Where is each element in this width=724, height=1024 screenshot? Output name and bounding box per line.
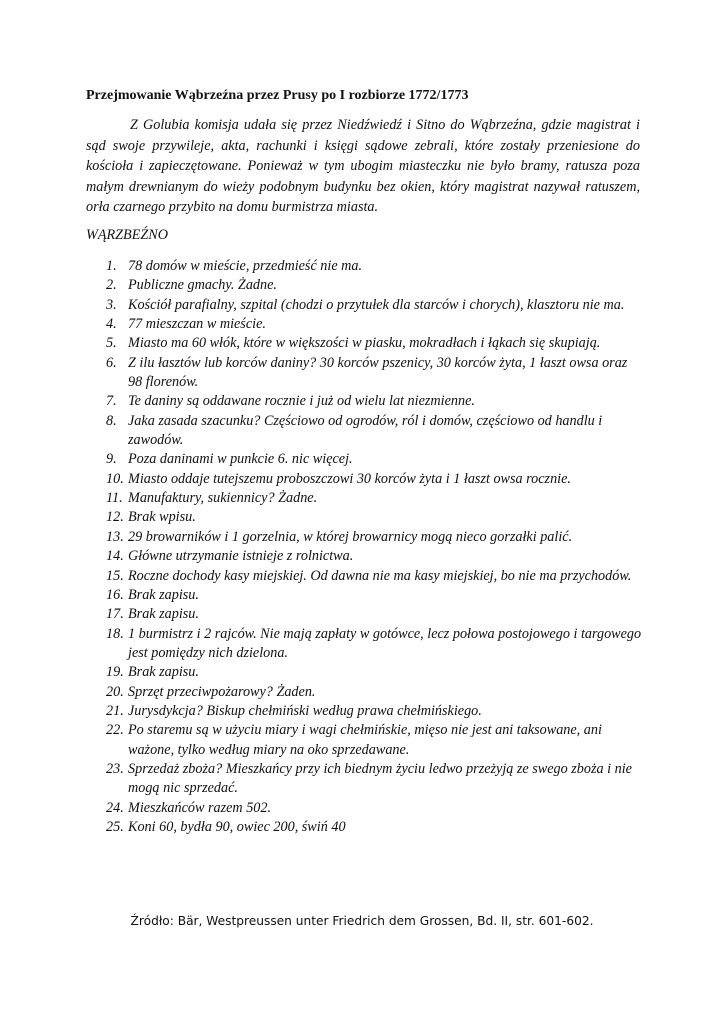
document-title: Przejmowanie Wąbrzeźna przez Prusy po I rozbiorze 1772/1773: [86, 88, 469, 103]
item-number: 7.: [106, 393, 117, 410]
list-item: [86, 547, 642, 566]
item-text: Z ilu łasztów lub korców daniny? 30 korców pszenicy, 30 korców żyta, 1 łaszt owsa oraz 98 florenów.: [128, 354, 628, 391]
item-number: 17.: [106, 606, 124, 623]
item-text: Brak zapisu.: [128, 586, 199, 603]
item-text: Sprzęt przeciwpożarowy? Żaden.: [128, 683, 316, 700]
item-text: 1 burmistrz i 2 rajców. Nie mają zapłaty w gotówce, lecz połowa postojowego i targowego jest pomiędzy nich dzielona.: [128, 625, 642, 661]
item-number: 15.: [106, 567, 124, 584]
item-text: Publiczne gmachy. Żadne.: [128, 277, 277, 294]
list-item: [86, 586, 642, 605]
list-item: [86, 334, 642, 353]
section-heading: WĄRZBEŹNO: [86, 227, 168, 243]
item-number: 8.: [106, 412, 117, 429]
item-number: 19.: [106, 664, 124, 681]
item-number: 23.: [106, 760, 124, 777]
item-text: 78 domów w mieście, przedmieść nie ma.: [128, 258, 363, 274]
list-item: [86, 470, 642, 489]
item-text: Roczne dochody kasy miejskiej. Od dawna nie ma kasy miejskiej, bo nie ma przychodów.: [128, 567, 632, 584]
item-text: Po staremu są w użyciu miary i wagi chełmińskie, mięso nie jest ani taksowane, ani ważone, tylko według miary na oko sprzedawane.: [128, 722, 602, 758]
list-item: [86, 450, 642, 469]
item-number: 20.: [106, 683, 124, 700]
item-text: Poza daninami w punkcie 6. nic więcej.: [128, 451, 353, 468]
list-item: [86, 721, 642, 760]
item-number: 16.: [106, 586, 124, 603]
list-item: [86, 354, 642, 393]
item-text: Miasto ma 60 włók, które w większości w piasku, mokradłach i łąkach się skupiają.: [128, 335, 601, 352]
item-text: Jurysdykcja? Biskup chełmiński według prawa chełmińskiego.: [128, 702, 482, 719]
item-number: 21.: [106, 702, 124, 719]
item-text: 29 browarników i 1 gorzelnia, w której browarnicy mogą nieco gorzałki palić.: [128, 528, 573, 545]
list-item: [86, 257, 642, 276]
item-text: Manufaktury, sukiennicy? Żadne.: [128, 490, 318, 507]
item-text: Brak wpisu.: [128, 509, 196, 526]
item-text: 77 mieszczan w mieście.: [128, 316, 266, 333]
list-item: [86, 683, 642, 702]
item-number: 11.: [106, 490, 123, 507]
item-number: 6.: [106, 354, 117, 371]
item-number: 22.: [106, 722, 124, 739]
list-item: [86, 392, 642, 411]
item-text: Brak zapisu.: [128, 606, 199, 623]
item-number: 12.: [106, 509, 124, 526]
list-item: [86, 760, 642, 799]
item-number: 13.: [106, 528, 124, 545]
list-item: [86, 702, 642, 721]
item-text: Sprzedaż zboża? Mieszkańcy przy ich biednym życiu ledwo przeżyją ze swego zboża i nie mogą nic sprzedać.: [128, 760, 632, 797]
item-text: Jaka zasada szacunku? Częściowo od ogrodów, ról i domów, częściowo od handlu i zawodów.: [128, 412, 603, 449]
list-item: [86, 663, 642, 682]
list-item: [86, 605, 642, 624]
item-number: 9.: [106, 451, 117, 468]
source-citation: Źródło: Bär, Westpreussen unter Friedrich dem Grossen, Bd. II, str. 601-602.: [130, 914, 594, 928]
list-item: [86, 625, 642, 664]
item-number: 1.: [106, 258, 117, 274]
item-number: 14.: [106, 548, 124, 565]
list-item: [86, 528, 642, 547]
list-item: [86, 412, 642, 451]
item-number: 10.: [106, 470, 124, 487]
item-number: 3.: [106, 296, 117, 313]
intro-paragraph: Z Golubia komisja udała się przez Niedźwiedź i Sitno do Wąbrzeźna, gdzie magistrat i sąd swoje przywileje, akta, rachunki i księgi sądowe zebrali, które zostały przeniesione do kościoła i zapieczętowane. Ponieważ w tym ubogim miasteczku nie było bramy, ratusza poza małym drewnianym do wieży podobnym budynku bez okien, który magistrat nazywał ratuszem, orła czarnego przybito na domu burmistrza miasta.: [86, 117, 640, 215]
item-number: 5.: [106, 335, 117, 352]
item-text: Kościół parafialny, szpital (chodzi o przytułek dla starców i chorych), klasztoru nie ma.: [128, 296, 625, 313]
item-text: Brak zapisu.: [128, 664, 199, 681]
numbered-list: [86, 257, 642, 837]
item-text: Miasto oddaje tutejszemu proboszczowi 30 korców żyta i 1 łaszt owsa rocznie.: [128, 470, 571, 487]
item-number: 4.: [106, 316, 117, 333]
list-item: [86, 296, 642, 315]
item-number: 24.: [106, 799, 124, 816]
item-text: Te daniny są oddawane rocznie i już od wielu lat niezmienne.: [128, 393, 475, 410]
list-item: [86, 818, 642, 837]
list-item: [86, 276, 642, 295]
item-text: Główne utrzymanie istnieje z rolnictwa.: [128, 548, 354, 565]
item-text: Koni 60, bydła 90, owiec 200, świń 40: [128, 818, 346, 835]
list-item: [86, 567, 642, 586]
item-number: 18.: [106, 625, 124, 642]
item-number: 25.: [106, 818, 124, 835]
list-item: [86, 315, 642, 334]
list-item: [86, 489, 642, 508]
item-text: Mieszkańców razem 502.: [128, 799, 272, 816]
list-item: [86, 799, 642, 818]
list-item: [86, 508, 642, 527]
item-number: 2.: [106, 277, 117, 294]
